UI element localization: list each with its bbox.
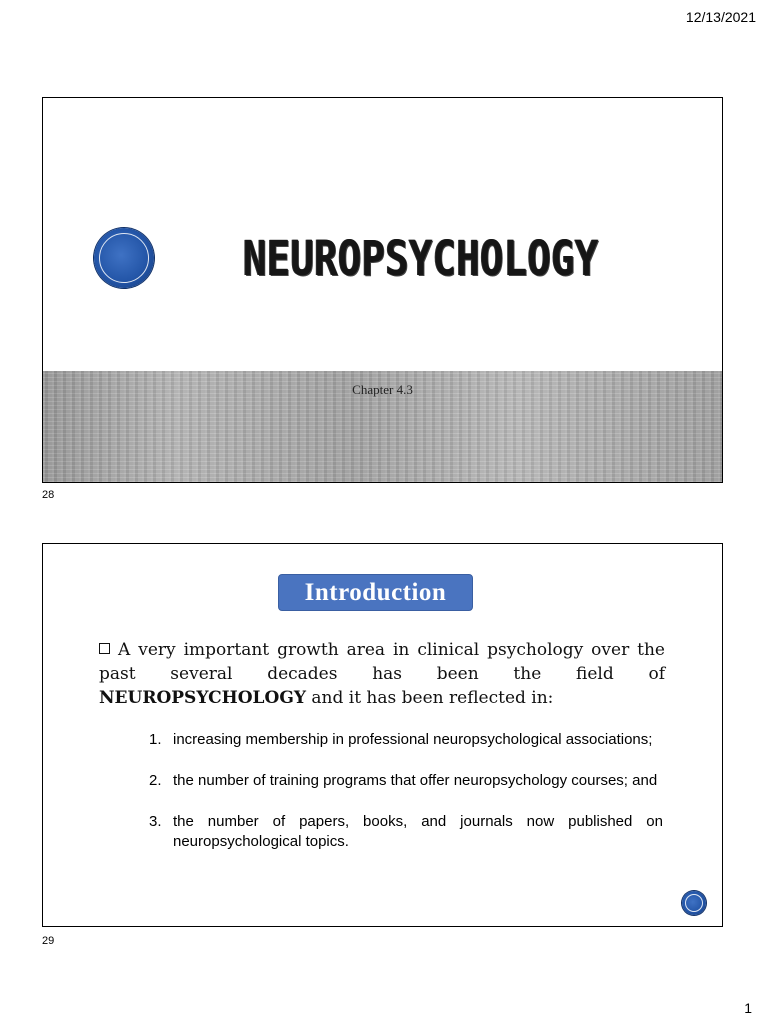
intro-bold-term: NEUROPSYCHOLOGY	[99, 688, 306, 708]
list-item-number: 1.	[149, 731, 162, 748]
slide-number: 28	[42, 489, 55, 501]
list-item	[149, 730, 663, 750]
intro-text-end: and it has been reflected in:	[311, 688, 554, 708]
checkbox-bullet-icon	[99, 643, 110, 654]
heading-box	[278, 574, 473, 611]
page-date: 12/13/2021	[685, 9, 756, 25]
globe-icon	[94, 228, 154, 288]
list-item-text: the number of papers, books, and journals now published on neuropsychological topics.	[173, 813, 663, 850]
list-item-number: 2.	[149, 772, 162, 789]
globe-icon	[682, 891, 706, 915]
slide-subtitle: Chapter 4.3	[352, 382, 413, 397]
list-item-text: the number of training programs that offer neuropsychology courses; and	[173, 772, 658, 789]
intro-text: A very important growth area in clinical psychology over the past several decades has been the field of	[99, 640, 665, 684]
list-item	[149, 771, 663, 791]
page-number: 1	[744, 1000, 752, 1016]
list-item-number: 3.	[149, 813, 162, 830]
textured-banner	[43, 371, 722, 482]
slide-number: 29	[42, 935, 55, 947]
content-slide	[42, 543, 723, 927]
list-item	[149, 812, 663, 852]
title-slide	[42, 97, 723, 483]
numbered-list	[149, 730, 663, 873]
slide-title: NEUROPSYCHOLOGY	[243, 231, 599, 287]
slide-heading: Introduction	[304, 578, 447, 606]
intro-paragraph	[99, 638, 665, 710]
list-item-text: increasing membership in professional neuropsychological associations;	[173, 731, 653, 748]
